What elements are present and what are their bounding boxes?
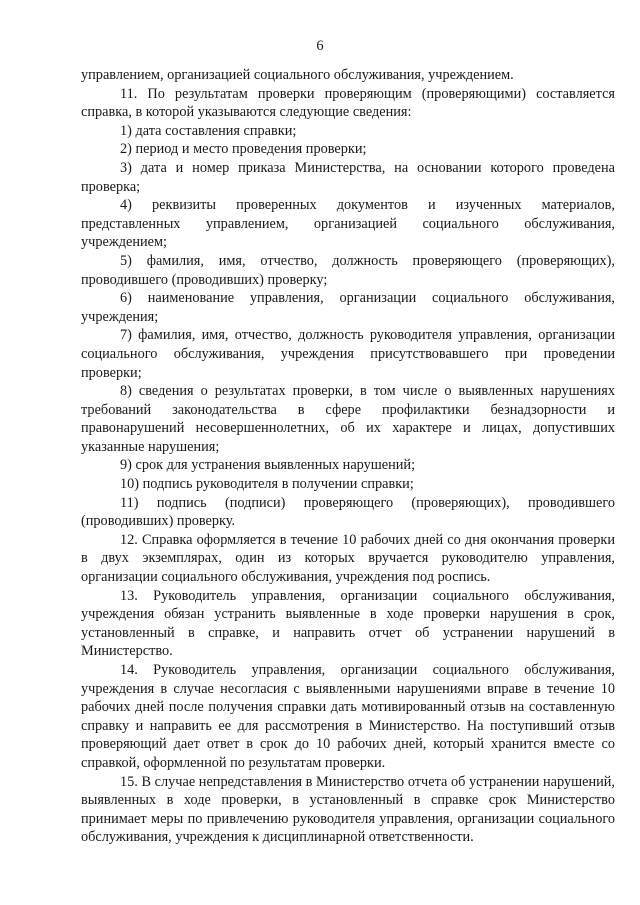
list-item-6: 6) наименование управления, организации социального обслуживания, учреждения; — [81, 290, 615, 325]
list-item-1: 1) дата составления справки; — [120, 122, 297, 139]
paragraph-clause-12: 12. Справка оформляется в течение 10 рабочих дней со дня окончания проверки в двух экземплярах, один из которых вручается руководителю управления, организации социального обслуживания, учреждения под роспись. — [81, 531, 615, 586]
page-number: 6 — [316, 38, 324, 54]
list-item-4: 4) реквизиты проверенных документов и изученных материалов, представленных управлением, организацией социального обслуживания, учреждением; — [81, 197, 615, 251]
list-item-2: 2) период и место проведения проверки; — [120, 141, 367, 158]
paragraph-clause-14: 14. Руководитель управления, организации социального обслуживания, учреждения в случае несогласия с выявленными нарушениями вправе в течение 10 рабочих дней после получения справки дать мотивированный отзыв на составленную справку и направить ее для рассмотрения в Министерство. На поступивший отзыв проверяющий дает ответ в срок до 10 рабочих дней, который хранится вместе со справкой, оформленной по результатам проверки. — [81, 662, 615, 771]
paragraph-clause-11: 11. По результатам проверки проверяющим (проверяющими) составляется справка, в которой указываются следующие сведения: — [81, 85, 615, 121]
document-body — [81, 66, 615, 847]
list-item-3: 3) дата и номер приказа Министерства, на основании которого проведена проверка; — [81, 159, 615, 195]
list-item-7: 7) фамилия, имя, отчество, должность руководителя управления, организации социального обслуживания, учреждения присутствовавшего при проведении проверки; — [81, 327, 615, 381]
list-item-11: 11) подпись (подписи) проверяющего (проверяющих), проводившего (проводивших) проверку. — [81, 494, 615, 530]
list-item-5: 5) фамилия, имя, отчество, должность проверяющего (проверяющих), проводившего (проводивших) проверку; — [81, 252, 615, 288]
paragraph-continuation: управлением, организацией социального обслуживания, учреждением. — [81, 67, 514, 83]
list-item-10: 10) подпись руководителя в получении справки; — [120, 476, 414, 493]
list-item-9: 9) срок для устранения выявленных нарушений; — [120, 457, 416, 474]
paragraph-clause-15: 15. В случае непредставления в Министерство отчета об устранении нарушений, выявленных в ходе проверки, в установленный в справке срок Министерство принимает меры по привлечению руководителя управления, организации социального обслуживания, учреждения к дисциплинарной ответственности. — [81, 773, 615, 846]
list-item-8: 8) сведения о результатах проверки, в том числе о выявленных нарушениях требований законодательства в сфере профилактики безнадзорности и правонарушений несовершеннолетних, об их характере и лицах, допустивших указанные нарушения; — [81, 383, 615, 455]
paragraph-clause-13: 13. Руководитель управления, организации социального обслуживания, учреждения обязан устранить выявленные в ходе проверки нарушения в срок, установленный в справке, и направить отчет об устранении нарушений в Министерство. — [81, 587, 615, 660]
